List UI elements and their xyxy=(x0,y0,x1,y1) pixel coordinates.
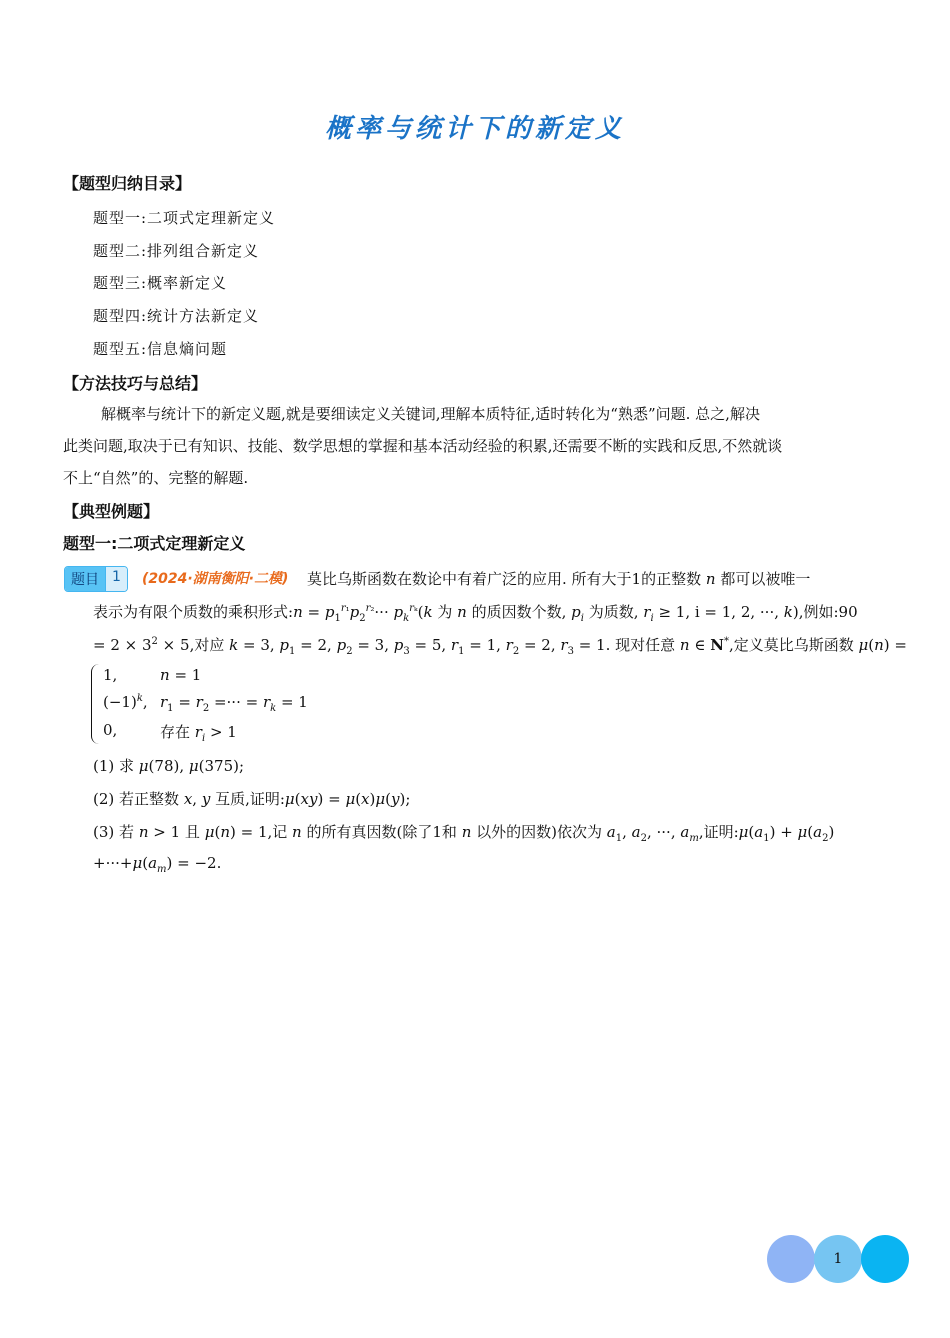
question-3: (3) 若 n > 1 且 μ(n) = 1,记 n 的所有真因数(除了1和 n 以外的因数)依次为 $a_1$, $a_2$, ···, $a_m$,证明$:\mu(a_1) + \mu(a_2)$ xyxy=(93,823,835,844)
case-2-condition: $r_1 = r_2$ =··· = $r_k = 1$ xyxy=(160,693,308,714)
toc-item-4: 题型四:统计方法新定义 xyxy=(93,307,260,325)
question-3-cont: $+\cdot\cdot\cdot+\mu(a_m) = -2$. xyxy=(93,854,222,875)
case-2-value: $(-1)^k$, xyxy=(103,693,148,711)
badge-label: 题目 xyxy=(65,567,105,591)
page-decor-circle-right xyxy=(861,1235,909,1283)
case-3-condition: 存在 $r_i > 1$ xyxy=(160,723,237,744)
example-line-2: 表示为有限个质数的乘积形式:n = $p_1^{r_1}p_2^{r_2}\cdot\cdot\cdot p_k^{r_k}(k$ 为 n 的质因数个数, $p_i$ 为质数, $r_i \ge 1$, i = 1, 2, ···, k),例如:90 xyxy=(93,603,858,624)
page-title: 概率与统计下的新定义 xyxy=(324,114,625,144)
page-number: 1 xyxy=(814,1235,862,1283)
case-1-condition: n = 1 xyxy=(160,666,202,684)
method-heading: 【方法技巧与总结】 xyxy=(63,374,208,393)
examples-heading: 【典型例题】 xyxy=(63,502,160,521)
toc-item-1: 题型一:二项式定理新定义 xyxy=(93,209,276,227)
toc-item-2: 题型二:排列组合新定义 xyxy=(93,242,260,260)
toc-item-3: 题型三:概率新定义 xyxy=(93,274,228,292)
method-line-2: 此类问题,取决于已有知识、技能、数学思想的掌握和基本活动经验的积累,还需要不断的实践和反思,不然就谈 xyxy=(63,437,783,455)
question-1: (1) 求 μ(78), μ(375); xyxy=(93,757,245,775)
example-line-3: = $2 \times 3^2 \times 5$,对应 k = 3, $p_1 = 2$, $p_2 = 3$, $p_3 = 5$, $r_1 = 1$, $r_2 = 2$, $r_3 = 1$. 现对任意 n ∈ N*,定义莫比乌斯函数 μ(n) = xyxy=(93,636,907,657)
example-intro: 莫比乌斯函数在数论中有着广泛的应用. 所有大于1的正整数 n 都可以被唯一 xyxy=(307,570,811,588)
case-3-value: 0, xyxy=(103,721,118,739)
method-line-1: 解概率与统计下的新定义题,就是要细读定义关键词,理解本质特征,适时转化为“熟悉”问题. 总之,解决 xyxy=(101,405,760,423)
toc-heading: 【题型归纳目录】 xyxy=(63,174,192,193)
example-badge xyxy=(64,566,128,592)
cases-brace xyxy=(91,664,100,744)
example-source: (2024·湖南衡阳·二模) xyxy=(142,571,289,587)
toc-item-5: 题型五:信息熵问题 xyxy=(93,340,228,358)
badge-number: 1 xyxy=(105,567,127,591)
case-1-value: 1, xyxy=(103,666,118,684)
type-one-heading: 题型一:二项式定理新定义 xyxy=(63,534,246,553)
question-2: (2) 若正整数 x, y 互质,证明:μ(xy) = μ(x)μ(y); xyxy=(93,790,411,808)
method-line-3: 不上“自然”的、完整的解题. xyxy=(63,469,249,487)
page-decor-circle-left xyxy=(767,1235,815,1283)
